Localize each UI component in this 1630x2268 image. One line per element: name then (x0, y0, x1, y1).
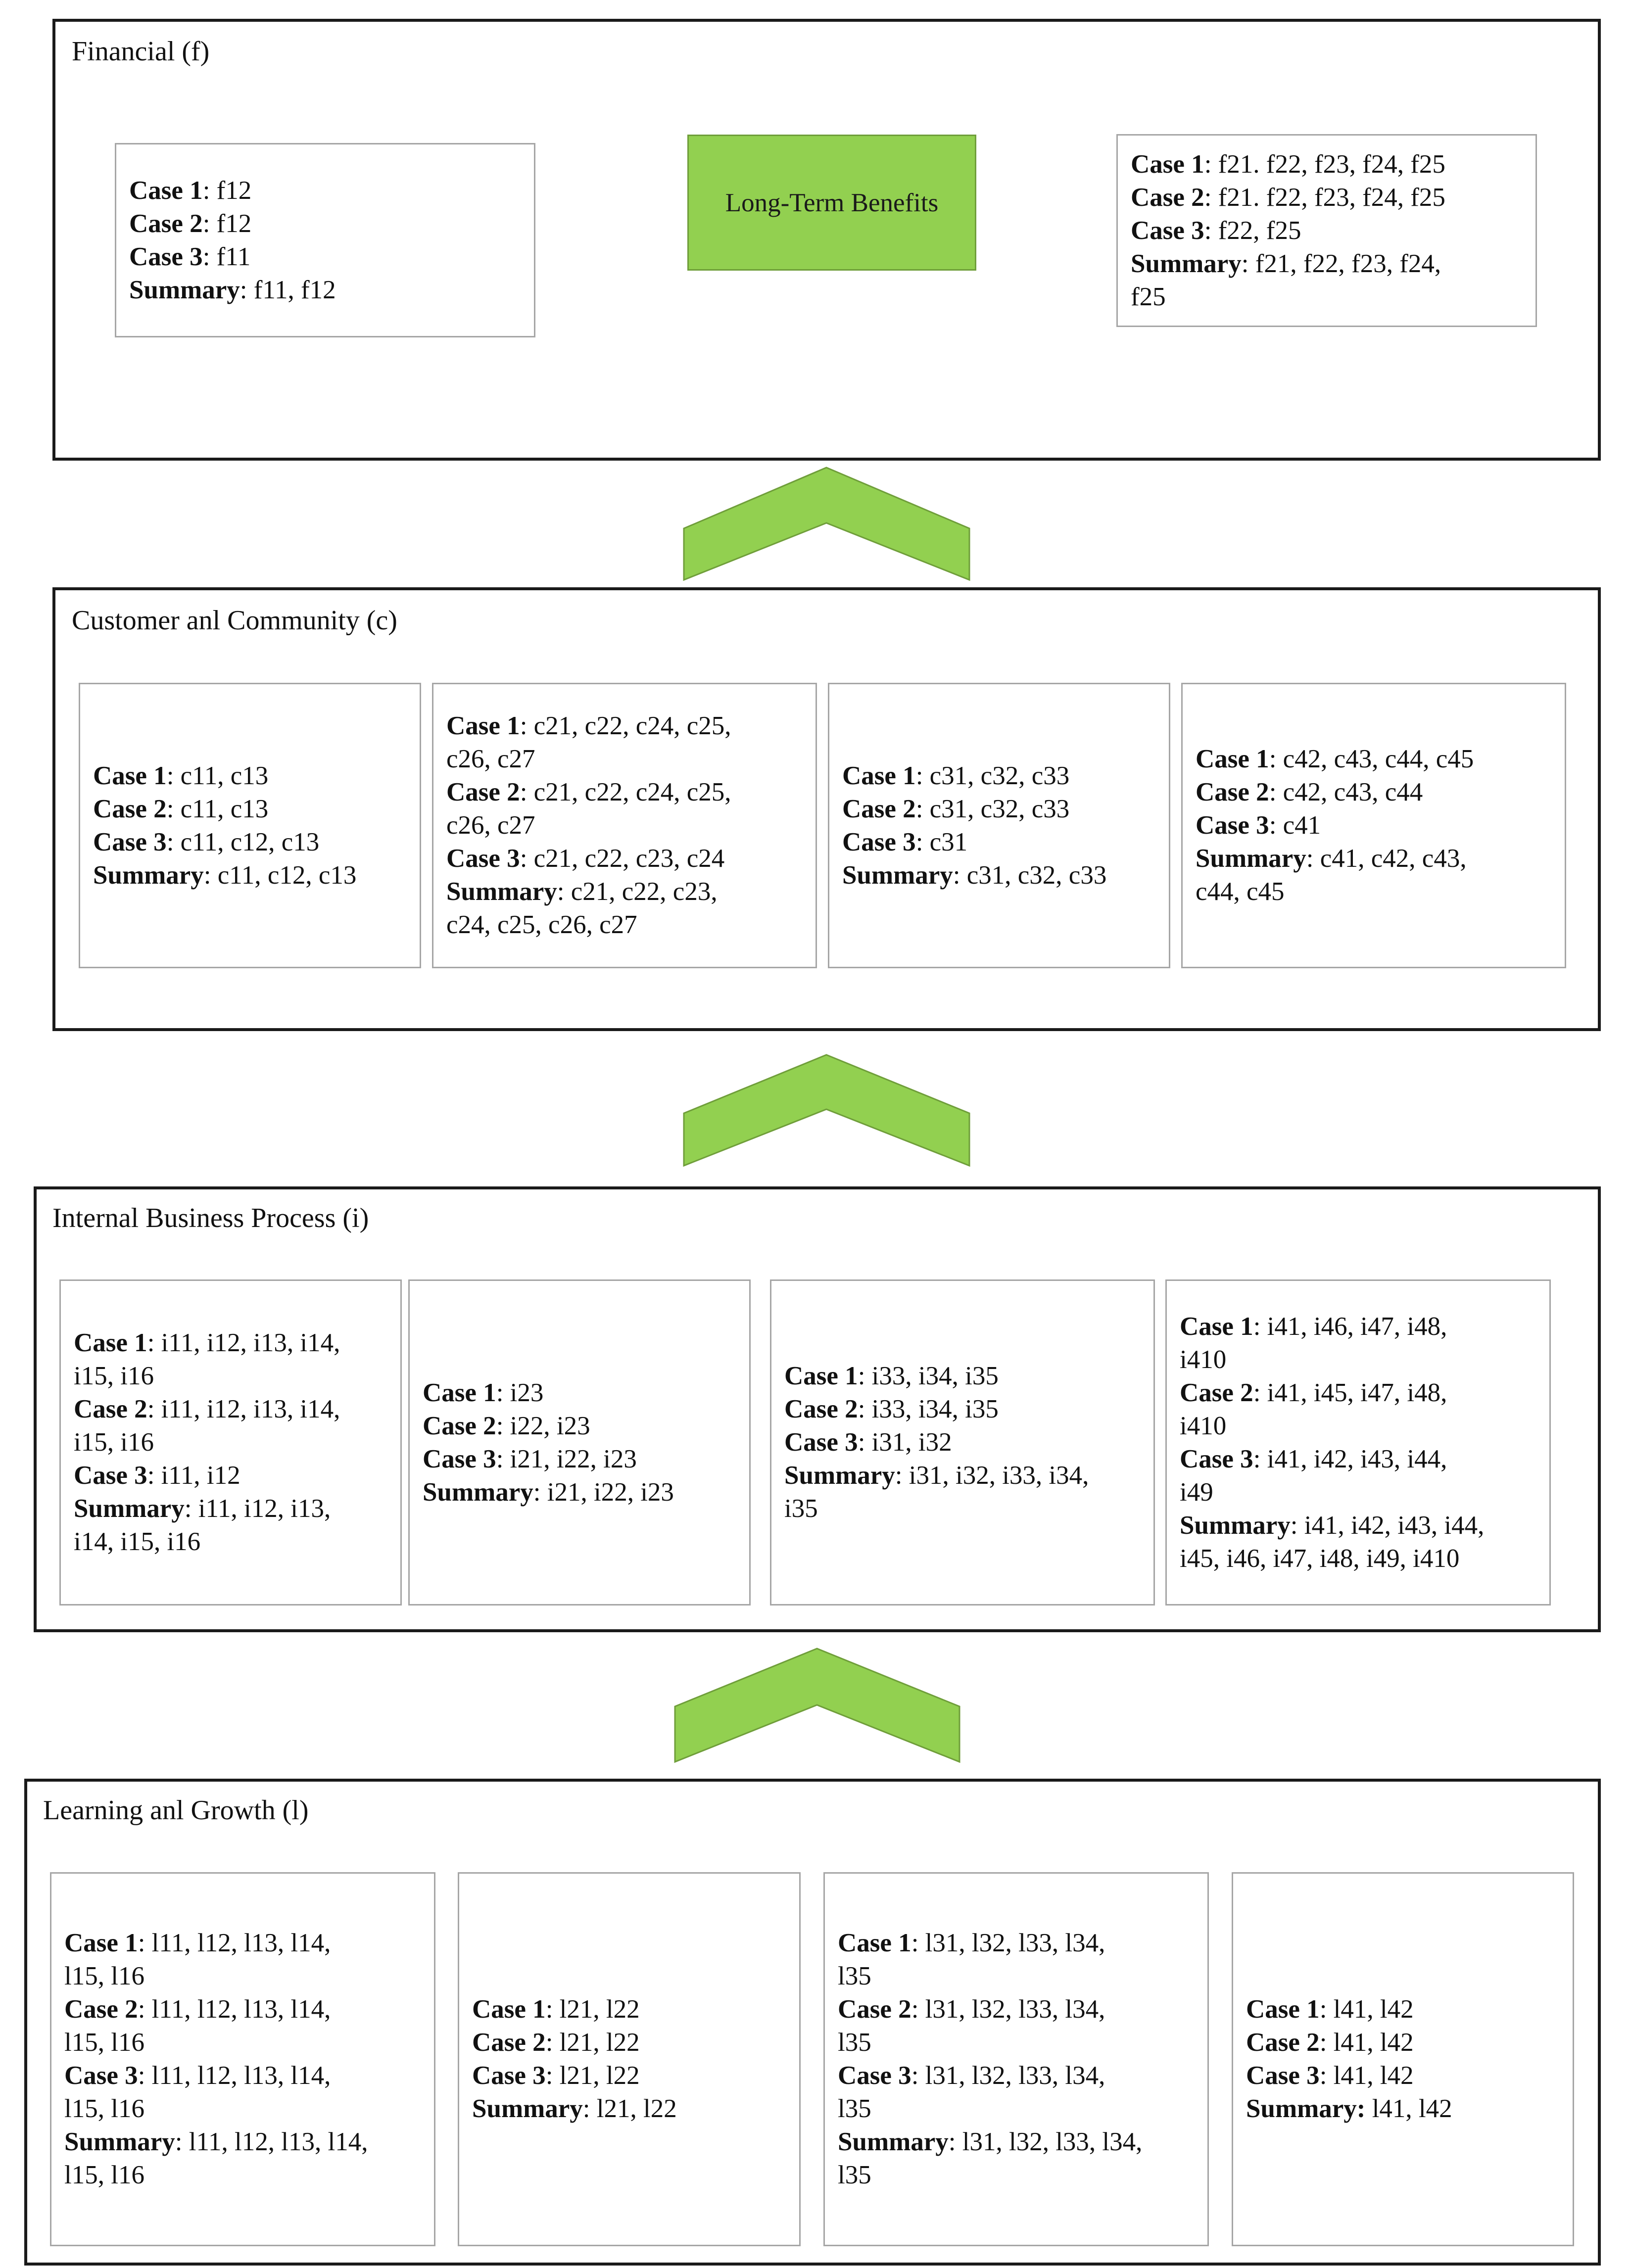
case-label: Summary (446, 877, 557, 906)
case-line (423, 1443, 736, 1476)
case-line (1180, 1542, 1536, 1575)
case-label: Summary (1196, 844, 1306, 873)
case-value: : f11 (202, 242, 251, 271)
case-label: Case 2 (423, 1411, 496, 1440)
case-label: Case 2 (74, 1395, 147, 1423)
financial-title: Financial (f) (72, 36, 210, 67)
case-label: Case 2 (472, 2028, 546, 2057)
case-value: : c11, c12, c13 (166, 827, 320, 856)
case-value: : c31 (915, 827, 968, 856)
case-value: : l21, l22 (545, 1995, 640, 2024)
case-label: Case 1 (93, 761, 167, 790)
case-label: Case 2 (1180, 1378, 1253, 1407)
case-value: : i11, i12, i13, (184, 1494, 331, 1523)
case-value: : l11, l12, l13, l14, (138, 1929, 331, 1957)
case-line (93, 859, 407, 892)
case-line (74, 1426, 387, 1459)
up-chevron-arrow-2 (684, 1055, 969, 1166)
case-label: Case 3 (74, 1461, 147, 1490)
case-label: Case 1 (74, 1328, 147, 1357)
case-label: Case 1 (1131, 149, 1204, 179)
case-value: : c42, c43, c44, c45 (1269, 745, 1474, 773)
case-value: : l41, l42 (1319, 2028, 1414, 2057)
case-label: Case 3 (64, 2061, 138, 2090)
case-value: i49 (1180, 1477, 1213, 1507)
case-label: Case 3 (1180, 1444, 1253, 1473)
case-label: Case 1 (1246, 1995, 1320, 2024)
case-label: Case 3 (838, 2061, 911, 2090)
financial-right-box (1116, 134, 1537, 327)
case-value: l35 (838, 2094, 871, 2123)
case-value: : c42, c43, c44 (1269, 778, 1423, 806)
case-value: : c21, c22, c24, c25, (520, 778, 731, 806)
case-value: : f21. f22, f23, f24, f25 (1204, 183, 1445, 212)
case-line (472, 1993, 786, 2026)
case-value: l15, l16 (64, 2028, 144, 2057)
case-value: : c31, c32, c33 (953, 860, 1107, 890)
case-value: : i21, i22, i23 (533, 1477, 674, 1507)
case-value: : l31, l32, l33, l34, (911, 1995, 1105, 2024)
case-line (64, 2026, 421, 2059)
case-line (1246, 1993, 1560, 2026)
case-value: l15, l16 (64, 2094, 144, 2123)
case-value: : i31, i32 (858, 1428, 952, 1457)
case-label: Case 1 (838, 1929, 911, 1957)
case-value: c26, c27 (446, 745, 535, 773)
case-line (74, 1459, 387, 1492)
case-value: : c11, c13 (166, 794, 269, 823)
case-line (446, 875, 803, 908)
case-label: Case 2 (784, 1395, 858, 1423)
case-line (446, 908, 803, 942)
customer-box-2 (432, 683, 817, 968)
case-label: Case 3 (1131, 216, 1204, 245)
case-line (784, 1426, 1141, 1459)
case-label: Case 2 (446, 778, 520, 806)
case-value: : c41, c42, c43, (1306, 844, 1467, 873)
case-line (784, 1393, 1141, 1426)
case-value: : l11, l12, l13, l14, (138, 1995, 331, 2024)
case-line (446, 776, 803, 809)
case-label: Summary (129, 275, 240, 304)
case-value: l15, l16 (64, 2161, 144, 2189)
case-value: : i11, i12 (147, 1461, 240, 1490)
case-value: : l21, l22 (545, 2028, 640, 2057)
case-value: : f21, f22, f23, f24, (1241, 249, 1441, 278)
case-value: : i41, i42, i43, i44, (1253, 1444, 1447, 1473)
case-value: : c41 (1269, 811, 1321, 840)
customer-title: Customer anl Community (c) (72, 605, 397, 636)
case-value: : f11, f12 (240, 275, 336, 304)
case-line (74, 1525, 387, 1559)
long-term-benefits-box: Long-Term Benefits (687, 135, 976, 271)
case-line (93, 793, 407, 826)
case-label: Case 1 (64, 1929, 138, 1957)
case-label: Summary: (1246, 2094, 1366, 2123)
financial-left-box (115, 143, 535, 337)
case-line (74, 1360, 387, 1393)
case-line (64, 1993, 421, 2026)
case-label: Case 1 (1196, 745, 1269, 773)
case-line (423, 1410, 736, 1443)
case-line (74, 1326, 387, 1360)
case-label: Summary (423, 1477, 533, 1507)
case-line (1196, 809, 1552, 842)
case-line (472, 2092, 786, 2126)
case-value: : l11, l12, l13, l14, (175, 2127, 368, 2156)
case-line (838, 1993, 1195, 2026)
case-line (1131, 281, 1523, 314)
case-label: Case 3 (93, 827, 167, 856)
case-line (1131, 247, 1523, 281)
case-line (472, 2059, 786, 2092)
case-value: : i41, i46, i47, i48, (1253, 1312, 1447, 1341)
case-value: : l41, l42 (1319, 2061, 1414, 2090)
case-value: : l41, l42 (1319, 1995, 1414, 2024)
internal-title: Internal Business Process (i) (52, 1203, 369, 1233)
learning-box-4 (1232, 1872, 1574, 2246)
case-line (129, 240, 521, 274)
case-line (1180, 1343, 1536, 1376)
case-line (64, 1960, 421, 1993)
case-value: : i11, i12, i13, i14, (147, 1328, 340, 1357)
case-value: : i33, i34, i35 (858, 1362, 999, 1390)
learning-title: Learning anl Growth (l) (43, 1795, 309, 1826)
case-label: Case 1 (129, 176, 203, 205)
case-line (838, 1927, 1195, 1960)
case-value: : i41, i45, i47, i48, (1253, 1378, 1447, 1407)
case-line (1246, 2026, 1560, 2059)
learning-box-2 (458, 1872, 801, 2246)
case-value: : i23 (496, 1378, 544, 1407)
internal-box-1 (59, 1279, 402, 1606)
case-label: Summary (1180, 1511, 1291, 1540)
case-line (1180, 1443, 1536, 1476)
case-line (1196, 776, 1552, 809)
case-value: : l21, l22 (545, 2061, 640, 2090)
case-line (472, 2026, 786, 2059)
case-line (838, 2126, 1195, 2159)
case-label: Summary (64, 2127, 175, 2156)
case-value: l41, l42 (1365, 2094, 1452, 2123)
case-value: : f21. f22, f23, f24, f25 (1204, 149, 1445, 179)
case-line (446, 842, 803, 875)
case-value: : l11, l12, l13, l14, (138, 2061, 331, 2090)
internal-box-3 (770, 1279, 1155, 1606)
case-value: : c31, c32, c33 (915, 794, 1070, 823)
case-label: Case 3 (446, 844, 520, 873)
case-label: Summary (838, 2127, 949, 2156)
case-label: Case 3 (129, 242, 203, 271)
case-label: Case 3 (423, 1444, 496, 1473)
case-line (74, 1492, 387, 1525)
case-line (64, 2159, 421, 2192)
case-line (129, 274, 521, 307)
case-line (129, 174, 521, 207)
case-line (93, 759, 407, 793)
case-label: Case 2 (64, 1995, 138, 2024)
case-line (1180, 1509, 1536, 1542)
case-line (64, 1927, 421, 1960)
case-line (784, 1492, 1141, 1525)
case-value: l15, l16 (64, 1962, 144, 1990)
case-line (1196, 743, 1552, 776)
case-label: Summary (472, 2094, 583, 2123)
case-label: Case 1 (784, 1362, 858, 1390)
case-line (842, 759, 1156, 793)
case-value: : f12 (202, 209, 252, 238)
case-line (1246, 2092, 1560, 2126)
case-label: Case 2 (1196, 778, 1269, 806)
case-line (838, 1960, 1195, 1993)
case-value: : f22, f25 (1204, 216, 1301, 245)
case-line (74, 1393, 387, 1426)
case-line (784, 1459, 1141, 1492)
case-label: Case 3 (842, 827, 916, 856)
up-chevron-arrow-3 (675, 1649, 959, 1762)
case-value: : c31, c32, c33 (915, 761, 1070, 790)
case-line (446, 809, 803, 842)
case-value: : c11, c13 (166, 761, 269, 790)
case-value: c24, c25, c26, c27 (446, 910, 637, 939)
case-value: : i41, i42, i43, i44, (1290, 1511, 1485, 1540)
case-line (129, 207, 521, 240)
case-line (1131, 214, 1523, 247)
case-label: Case 2 (1131, 183, 1204, 212)
case-value: l35 (838, 2161, 871, 2189)
customer-box-4 (1181, 683, 1566, 968)
case-label: Case 3 (1196, 811, 1269, 840)
case-value: : f12 (202, 176, 252, 205)
internal-box-2 (408, 1279, 751, 1606)
case-line (423, 1476, 736, 1509)
case-value: : c21, c22, c23, (557, 877, 718, 906)
case-label: Summary (93, 860, 204, 890)
case-line (1131, 181, 1523, 214)
case-value: : c21, c22, c23, c24 (520, 844, 725, 873)
case-label: Case 1 (423, 1378, 496, 1407)
case-label: Case 1 (1180, 1312, 1253, 1341)
case-label: Summary (74, 1494, 185, 1523)
case-value: i45, i46, i47, i48, i49, i410 (1180, 1544, 1460, 1573)
case-value: : l31, l32, l33, l34, (948, 2127, 1143, 2156)
case-value: i15, i16 (74, 1428, 154, 1457)
case-line (784, 1360, 1141, 1393)
case-line (1180, 1410, 1536, 1443)
case-line (1131, 148, 1523, 181)
case-value: : i21, i22, i23 (496, 1444, 637, 1473)
case-value: : l31, l32, l33, l34, (911, 1929, 1105, 1957)
case-label: Case 2 (838, 1995, 911, 2024)
case-value: l35 (838, 2028, 871, 2057)
case-line (842, 859, 1156, 892)
case-line (93, 826, 407, 859)
learning-box-1 (50, 1872, 435, 2246)
case-line (842, 826, 1156, 859)
case-value: : c11, c12, c13 (203, 860, 357, 890)
case-value: : i22, i23 (496, 1411, 590, 1440)
case-line (838, 2092, 1195, 2126)
case-value: i35 (784, 1494, 818, 1523)
case-line (1196, 875, 1552, 908)
case-value: f25 (1131, 282, 1166, 311)
case-line (1180, 1310, 1536, 1343)
case-value: : l31, l32, l33, l34, (911, 2061, 1105, 2090)
internal-box-4 (1165, 1279, 1551, 1606)
case-value: : i11, i12, i13, i14, (147, 1395, 340, 1423)
case-line (1246, 2059, 1560, 2092)
case-line (838, 2026, 1195, 2059)
case-label: Case 2 (129, 209, 203, 238)
case-value: : i33, i34, i35 (858, 1395, 999, 1423)
case-value: i14, i15, i16 (74, 1527, 201, 1556)
case-line (64, 2126, 421, 2159)
case-line (423, 1376, 736, 1410)
customer-box-1 (79, 683, 421, 968)
case-label: Summary (784, 1461, 895, 1490)
case-line (1180, 1376, 1536, 1410)
case-line (446, 709, 803, 743)
case-label: Case 1 (842, 761, 916, 790)
case-value: : c21, c22, c24, c25, (520, 711, 731, 740)
case-label: Case 3 (1246, 2061, 1320, 2090)
case-line (842, 793, 1156, 826)
case-line (64, 2092, 421, 2126)
case-label: Summary (1131, 249, 1242, 278)
case-label: Case 2 (842, 794, 916, 823)
case-line (1196, 842, 1552, 875)
case-label: Case 3 (472, 2061, 546, 2090)
case-value: i15, i16 (74, 1362, 154, 1390)
case-label: Case 1 (472, 1995, 546, 2024)
customer-box-3 (828, 683, 1170, 968)
case-label: Case 3 (784, 1428, 858, 1457)
case-value: i410 (1180, 1345, 1227, 1374)
case-label: Summary (842, 860, 953, 890)
up-chevron-arrow-1 (684, 468, 969, 580)
case-label: Case 2 (93, 794, 167, 823)
case-label: Case 2 (1246, 2028, 1320, 2057)
case-line (1180, 1476, 1536, 1509)
case-label: Case 1 (446, 711, 520, 740)
case-value: c26, c27 (446, 811, 535, 840)
case-value: : l21, l22 (582, 2094, 677, 2123)
case-value: i410 (1180, 1411, 1227, 1440)
case-line (838, 2159, 1195, 2192)
case-line (838, 2059, 1195, 2092)
learning-box-3 (823, 1872, 1209, 2246)
case-value: c44, c45 (1196, 877, 1285, 906)
case-line (446, 743, 803, 776)
case-value: l35 (838, 1962, 871, 1990)
case-value: : i31, i32, i33, i34, (895, 1461, 1089, 1490)
case-line (64, 2059, 421, 2092)
